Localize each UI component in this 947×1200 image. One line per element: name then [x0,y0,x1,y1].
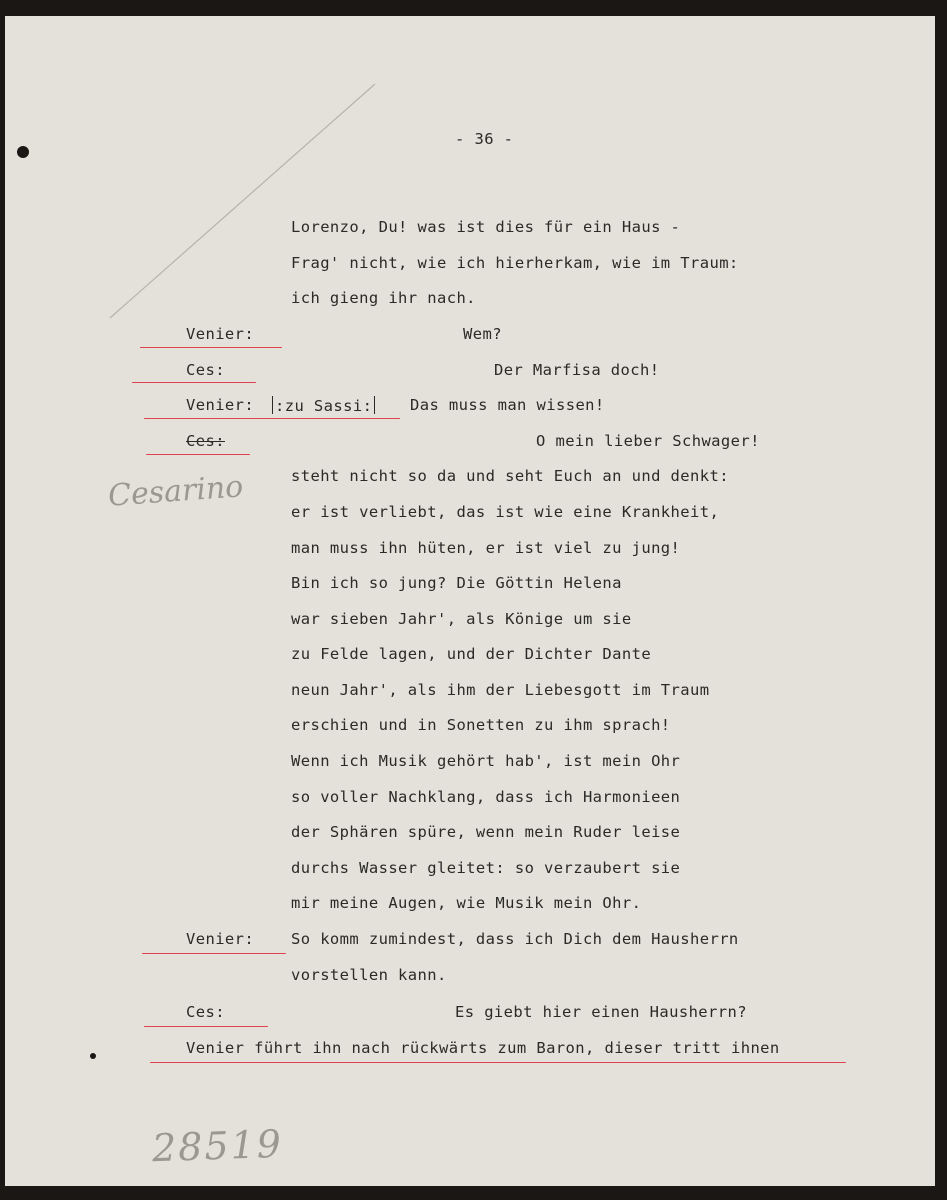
verse-line: ich gieng ihr nach. [291,289,476,307]
speaker-label: Venier: [186,396,255,414]
verse-line: der Sphären spüre, wenn mein Ruder leise [291,823,681,841]
verse-line: Frag' nicht, wie ich hierherkam, wie im Traum: [291,254,739,272]
verse-line: Bin ich so jung? Die Göttin Helena [291,574,622,592]
reply-line: Es giebt hier einen Hausherrn? [455,1003,747,1021]
verse-line: war sieben Jahr', als Könige um sie [291,610,632,628]
reply-line: Der Marfisa doch! [494,361,660,379]
verse-line: neun Jahr', als ihm der Liebesgott im Traum [291,681,710,699]
verse-line: Wenn ich Musik gehört hab', ist mein Ohr [291,752,681,770]
red-underline [142,953,286,954]
speaker-label-struck: Ces: [186,432,225,450]
red-underline [144,1026,268,1027]
red-underline [144,418,400,419]
aside-bracket [374,396,375,414]
aside-direction [270,396,377,415]
reply-line: Das muss man wissen! [410,396,605,414]
verse-line: steht nicht so da und seht Euch an und denkt: [291,467,729,485]
verse-line: man muss ihn hüten, er ist viel zu jung! [291,539,681,557]
reply-line: O mein lieber Schwager! [536,432,760,450]
reply-line: Wem? [463,325,502,343]
verse-line: so voller Nachklang, dass ich Harmonieen [291,788,681,806]
verse-line: er ist verliebt, das ist wie eine Krankheit, [291,503,720,521]
verse-line: So komm zumindest, dass ich Dich dem Hausherrn [291,930,739,948]
speaker-label: Venier: [186,325,255,343]
speaker-label: Ces: [186,1003,225,1021]
verse-line: erschien und in Sonetten zu ihm sprach! [291,716,671,734]
stage-direction: Venier führt ihn nach rückwärts zum Baron, dieser tritt ihnen [186,1039,780,1057]
verse-line: mir meine Augen, wie Musik mein Ohr. [291,894,642,912]
red-underline [132,382,256,383]
red-underline [140,347,282,348]
speaker-label: Venier: [186,930,255,948]
verse-line: Lorenzo, Du! was ist dies für ein Haus - [291,218,681,236]
aside-bracket [272,396,273,414]
verse-line: zu Felde lagen, und der Dichter Dante [291,645,652,663]
archive-number: 28519 [151,1121,284,1171]
red-underline [150,1062,846,1063]
verse-line: durchs Wasser gleitet: so verzaubert sie [291,859,681,877]
verse-line: vorstellen kann. [291,966,447,984]
red-underline [146,454,250,455]
margin-note: Cesarino [106,469,245,514]
page-number: - 36 - [455,130,514,148]
speaker-label: Ces: [186,361,225,379]
aside-text: :zu Sassi: [275,397,373,415]
